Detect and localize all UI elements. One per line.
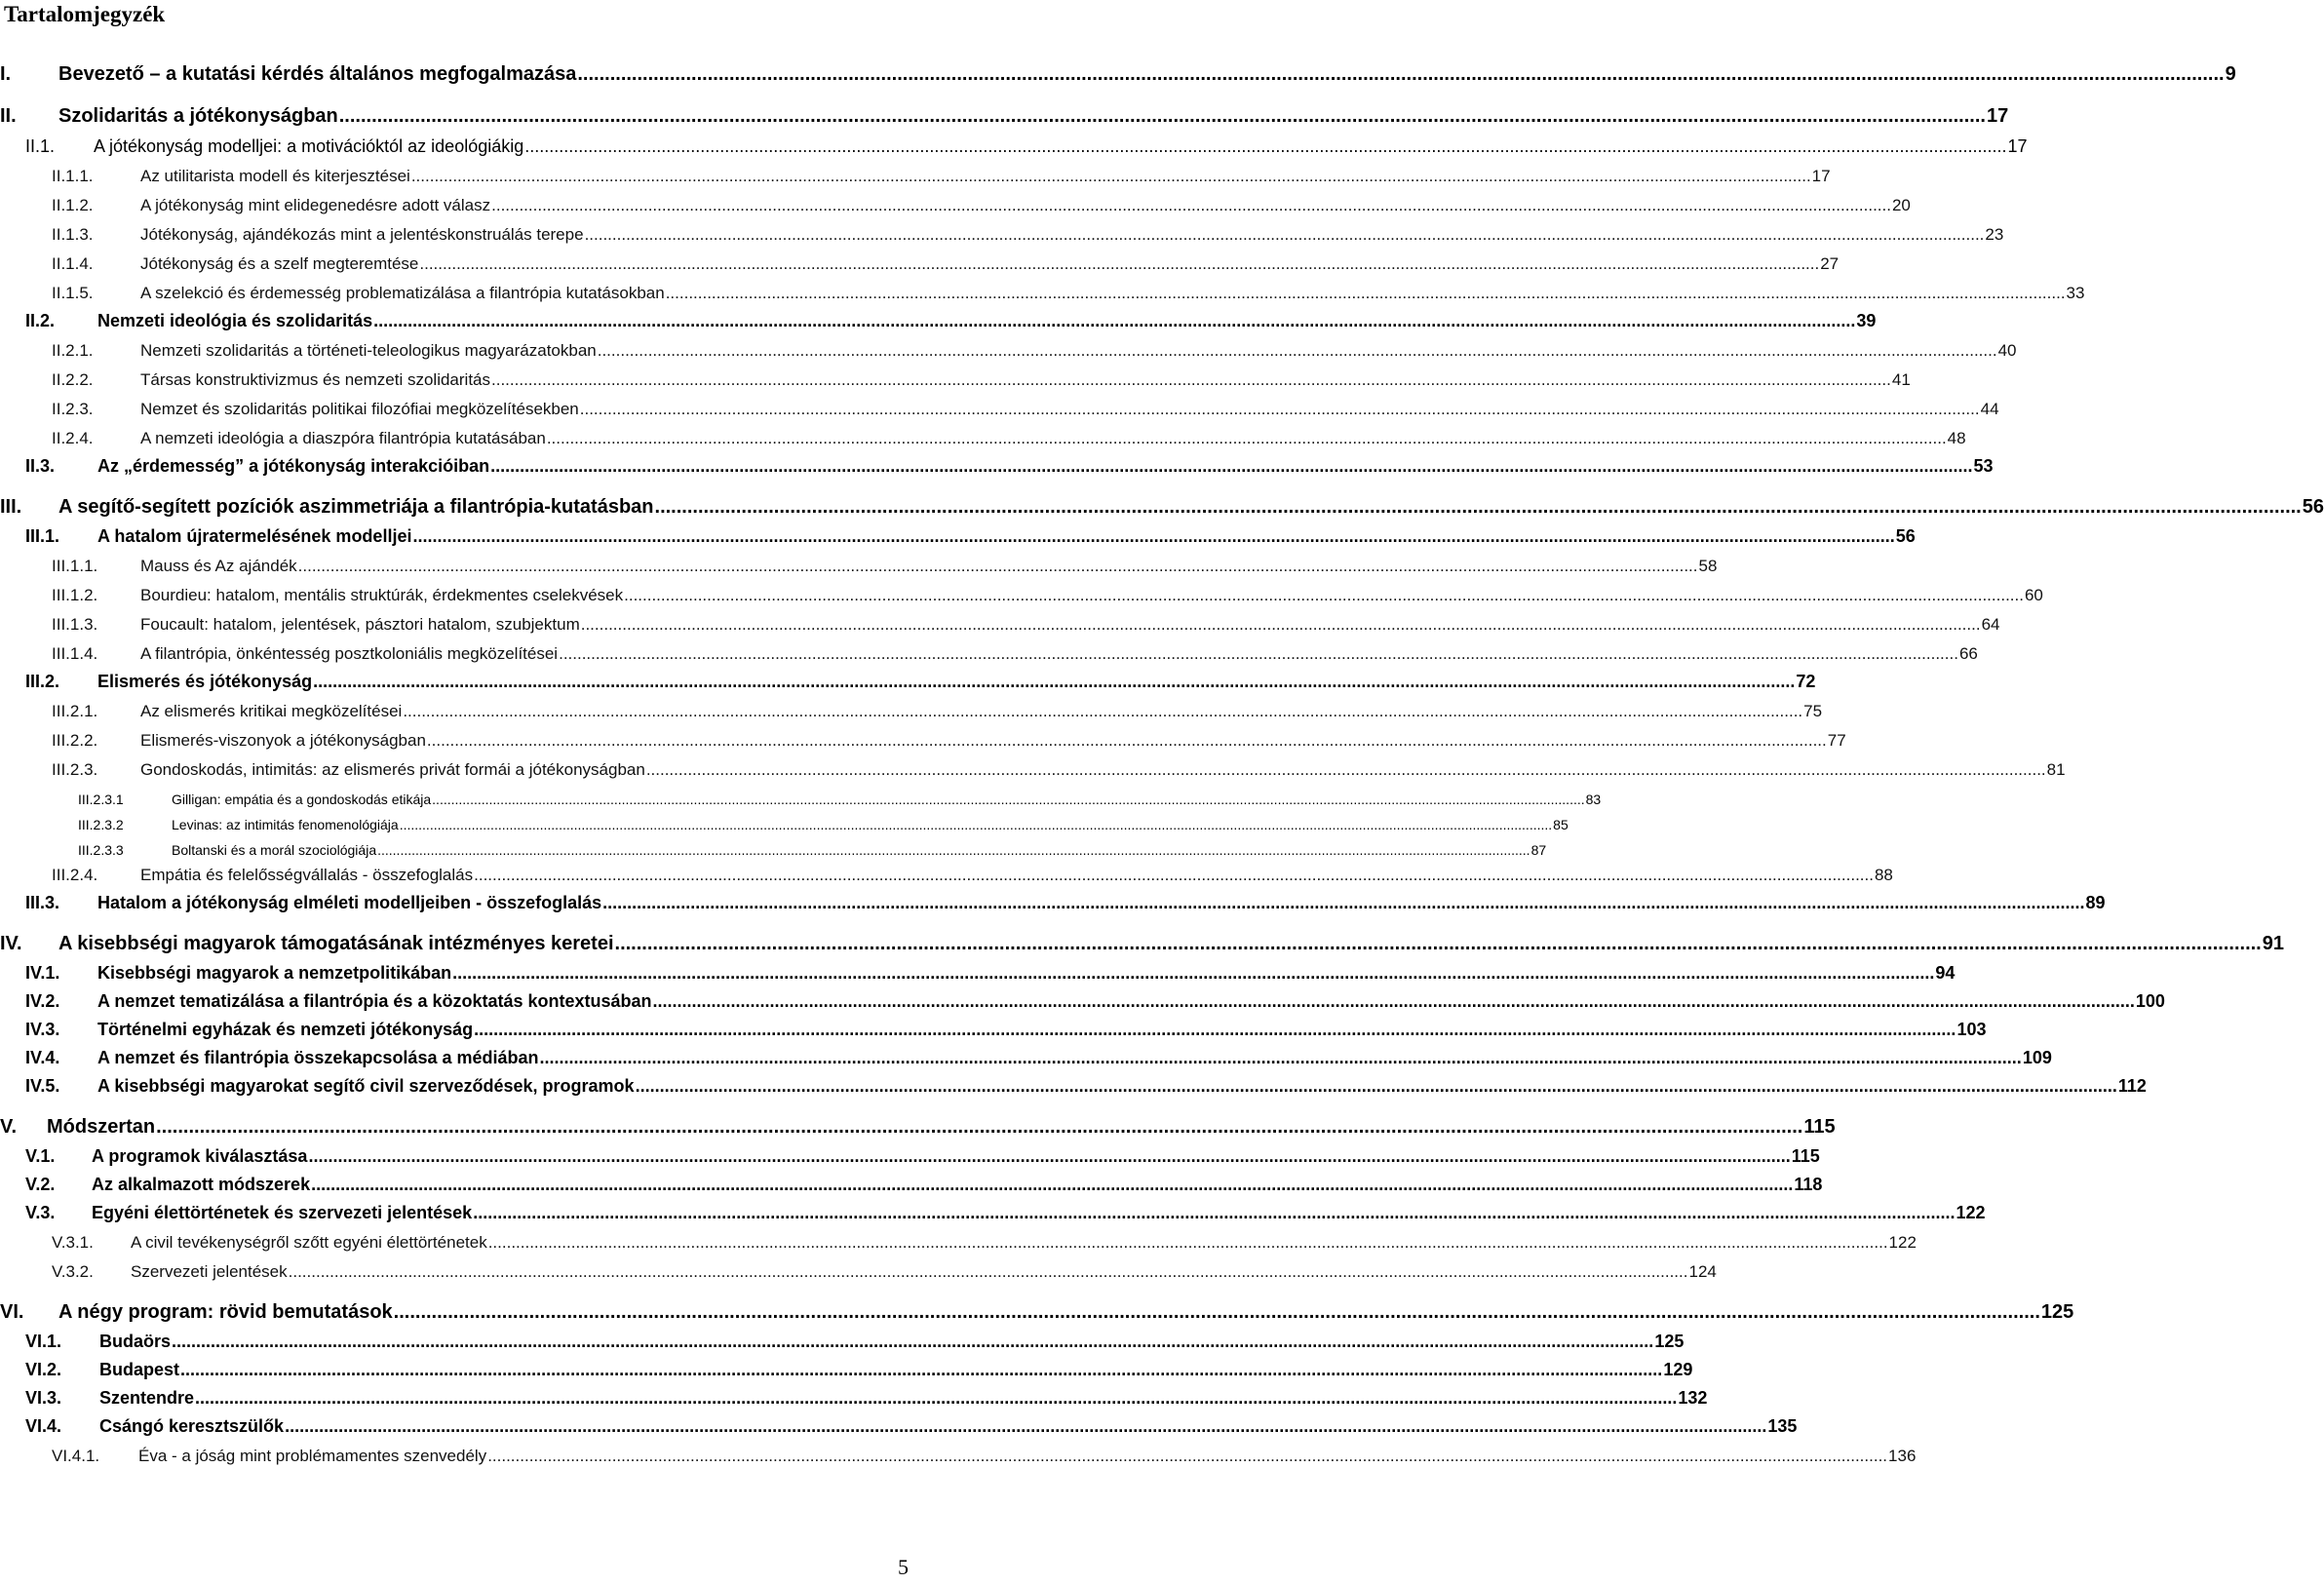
toc-title: A civil tevékenységről szőtt egyéni élettörténetek	[131, 1233, 487, 1252]
toc-leader	[411, 526, 1895, 547]
toc-entry[interactable]	[0, 1379, 1708, 1409]
toc-page: 103	[1956, 1020, 1987, 1039]
toc-title: A nemzeti ideológia a diaszpóra filantrópia kutatásában	[140, 429, 546, 447]
toc-page: 88	[1874, 866, 1893, 884]
toc-number: II.2.	[25, 311, 56, 330]
toc-page: 115	[1791, 1146, 1820, 1166]
toc-title: A segítő-segített pozíciók aszimmetriája a filantrópia-kutatásban	[58, 496, 654, 518]
toc-page: 58	[1698, 557, 1718, 575]
toc-leader	[489, 456, 1973, 477]
toc-leader	[194, 1388, 1678, 1409]
toc-page: 39	[1856, 311, 1877, 330]
toc-title: Történelmi egyházak és nemzeti jótékonyság	[97, 1020, 474, 1039]
toc-leader	[614, 933, 2263, 955]
toc-page: 91	[2262, 933, 2284, 954]
toc-title: Mauss és Az ajándék	[140, 557, 297, 575]
toc-page: 77	[1827, 731, 1846, 750]
toc-page: 125	[2040, 1301, 2074, 1323]
toc-number: IV.	[0, 933, 22, 954]
toc-entry[interactable]	[0, 635, 1978, 664]
toc-entry[interactable]	[0, 856, 1893, 885]
toc-number: II.2.2.	[52, 370, 94, 389]
toc-title: Bevezető – a kutatási kérdés általános megfogalmazása	[58, 63, 577, 85]
toc-title: Szentendre	[99, 1388, 195, 1408]
toc-number: IV.1.	[25, 963, 60, 983]
toc-number: V.2.	[25, 1175, 56, 1194]
toc-page: 66	[1958, 644, 1978, 663]
toc-page: 72	[1796, 672, 1816, 691]
toc-entry[interactable]	[0, 1437, 1917, 1466]
toc-page: 64	[1981, 615, 2000, 634]
toc-page: 115	[1803, 1116, 1836, 1138]
toc-leader	[558, 644, 1959, 664]
toc-entry[interactable]	[0, 1194, 1986, 1223]
toc-entry[interactable]	[0, 302, 1877, 331]
toc-page: 136	[1888, 1447, 1917, 1465]
toc-number: III.2.1.	[52, 702, 98, 720]
toc-title: Az utilitarista modell és kiterjesztései	[140, 167, 410, 185]
toc-page: 112	[2117, 1076, 2147, 1096]
toc-title: Nemzeti ideológia és szolidaritás	[97, 311, 373, 330]
toc-title: A programok kiválasztása	[92, 1146, 308, 1166]
toc-number: VI.1.	[25, 1332, 62, 1351]
toc-page: 135	[1767, 1416, 1798, 1436]
toc-title: Az alkalmazott módszerek	[92, 1175, 311, 1194]
toc-number: II.	[0, 105, 17, 127]
toc-title: A hatalom újratermelésének modelljei	[97, 526, 412, 546]
toc-number: III.	[0, 496, 22, 518]
toc-entry[interactable]	[0, 721, 1846, 751]
toc-title: Egyéni élettörténetek és szervezeti jelentések	[92, 1203, 473, 1222]
toc-leader	[473, 866, 1875, 885]
toc-entry[interactable]	[0, 128, 2028, 157]
toc-entry[interactable]	[0, 1109, 1836, 1139]
toc-number: I.	[0, 63, 12, 85]
toc-leader	[635, 1076, 2118, 1097]
toc-number: II.2.3.	[52, 400, 94, 418]
toc-entry[interactable]	[0, 884, 2106, 913]
toc-title: Az „érdemesség” a jótékonyság interakcióiban	[97, 456, 490, 476]
toc-title: Gondoskodás, intimitás: az elismerés privát formái a jótékonyságban	[140, 760, 645, 779]
toc-page: 122	[1888, 1233, 1917, 1252]
toc-title: Budaörs	[99, 1332, 172, 1351]
toc-entry[interactable]	[0, 245, 1840, 274]
toc-number: V.1.	[25, 1146, 56, 1166]
toc-title: Budapest	[99, 1360, 180, 1379]
toc-title: Nemzet és szolidaritás politikai filozófiai megközelítésekben	[140, 400, 579, 418]
toc-title: Módszertan	[47, 1116, 156, 1138]
toc-leader	[576, 63, 2225, 86]
toc-page: 85	[1553, 817, 1569, 832]
toc-title: Gilligan: empátia és a gondoskodás etikája	[172, 792, 432, 807]
toc-number: III.2.3.1	[78, 792, 124, 807]
toc-entry[interactable]	[0, 489, 2324, 519]
toc-leader	[171, 1332, 1654, 1352]
toc-title: Boltanski és a morál szociológiája	[172, 842, 377, 858]
toc-leader	[623, 586, 2025, 605]
toc-entry[interactable]	[0, 57, 2236, 86]
toc-leader	[393, 1301, 2041, 1324]
toc-title: A kisebbségi magyarok támogatásának intézményes keretei	[58, 933, 614, 954]
toc-leader	[645, 760, 2047, 780]
toc-page: 87	[1530, 842, 1547, 858]
toc-leader	[451, 963, 1935, 984]
toc-entry[interactable]	[0, 1351, 1693, 1380]
toc-leader	[546, 429, 1948, 448]
toc-title: Az elismerés kritikai megközelítései	[140, 702, 403, 720]
toc-page: 109	[2022, 1048, 2052, 1067]
toc-leader	[580, 615, 1982, 635]
toc-leader	[490, 196, 1892, 215]
toc-title: Hatalom a jótékonyság elméleti modelljeiben - összefoglalás	[97, 893, 602, 912]
toc-number: V.	[0, 1116, 18, 1138]
toc-leader	[338, 105, 1987, 128]
toc-entry[interactable]	[0, 390, 1999, 419]
page-number: 5	[898, 1555, 909, 1579]
toc-entry[interactable]	[0, 1166, 1823, 1195]
toc-title: Levinas: az intimitás fenomenológiája	[172, 817, 399, 832]
toc-title: A jótékonyság mint elidegenedésre adott válasz	[140, 196, 491, 214]
toc-entry[interactable]	[0, 1067, 2147, 1097]
toc-leader	[486, 1447, 1888, 1466]
toc-title: Csángó keresztszülők	[99, 1416, 285, 1436]
toc-leader	[418, 254, 1820, 274]
toc-page: 118	[1794, 1175, 1823, 1194]
toc-leader	[410, 167, 1812, 186]
toc-entry[interactable]	[0, 983, 2165, 1012]
toc-number: III.2.3.3	[78, 842, 124, 858]
toc-entry[interactable]	[0, 692, 1823, 721]
toc-number: III.3.	[25, 893, 60, 912]
toc-title: A kisebbségi magyarokat segítő civil szerveződések, programok	[97, 1076, 635, 1096]
toc-leader	[472, 1203, 1956, 1223]
toc-entry[interactable]	[0, 98, 2009, 128]
toc-number: II.1.1.	[52, 167, 94, 185]
toc-number: II.1.3.	[52, 225, 94, 244]
toc-title: A szelekció és érdemesség problematizálása a filantrópia kutatásokban	[140, 284, 665, 302]
toc-leader	[312, 672, 1796, 692]
toc-number: II.2.4.	[52, 429, 94, 447]
toc-leader	[310, 1175, 1794, 1195]
toc-entry[interactable]	[0, 605, 2000, 635]
toc-title: A nemzet és filantrópia összekapcsolása a médiában	[97, 1048, 539, 1067]
toc-number: VI.4.1.	[52, 1447, 100, 1465]
toc-page: 56	[2302, 496, 2324, 518]
toc-title: Jótékonyság, ajándékozás mint a jelentéskonstruálás terepe	[140, 225, 584, 244]
toc-title: Empátia és felelősségvállalás - összefoglalás	[140, 866, 474, 884]
toc-entry[interactable]	[0, 419, 1966, 448]
toc-number: III.1.2.	[52, 586, 98, 604]
toc-page: 40	[1997, 341, 2017, 360]
toc-page: 53	[1973, 456, 1994, 476]
toc-number: VI.4.	[25, 1416, 62, 1436]
toc-page: 41	[1891, 370, 1911, 389]
toc-entry[interactable]	[0, 331, 2017, 361]
toc-title: A nemzet tematizálása a filantrópia és a közoktatás kontextusában	[97, 991, 652, 1011]
toc-number: VI.3.	[25, 1388, 62, 1408]
toc-number: III.2.3.2	[78, 817, 124, 832]
toc-title: Szervezeti jelentések	[131, 1262, 288, 1281]
toc-leader	[654, 496, 2303, 519]
toc-number: II.1.5.	[52, 284, 94, 302]
toc-title: Éva - a jóság mint problémamentes szenvedély	[138, 1447, 487, 1465]
toc-entry[interactable]	[0, 215, 2004, 245]
toc-title: Foucault: hatalom, jelentések, pásztori hatalom, szubjektum	[140, 615, 580, 634]
toc-entry[interactable]	[0, 954, 1956, 984]
toc-page: 81	[2046, 760, 2066, 779]
toc-leader	[288, 1262, 1689, 1282]
toc-page: 83	[1585, 792, 1602, 807]
toc-page: 122	[1956, 1203, 1986, 1222]
toc-leader	[584, 225, 1986, 245]
toc-page: 129	[1663, 1360, 1693, 1379]
toc-number: V.3.1.	[52, 1233, 94, 1252]
toc-leader	[179, 1360, 1663, 1380]
toc-page: 100	[2135, 991, 2165, 1011]
toc-leader	[284, 1416, 1767, 1437]
toc-number: III.1.	[25, 526, 60, 546]
toc-leader	[426, 731, 1828, 751]
toc-leader	[372, 311, 1856, 331]
toc-leader	[307, 1146, 1791, 1167]
page-title: Tartalomjegyzék	[4, 2, 166, 26]
toc-leader	[579, 400, 1981, 419]
toc-page: 89	[2085, 893, 2106, 912]
toc-page: 23	[1985, 225, 2004, 244]
toc-leader	[487, 1233, 1889, 1253]
toc-number: IV.3.	[25, 1020, 60, 1039]
toc-entry[interactable]	[0, 926, 2284, 955]
toc-entry[interactable]	[0, 157, 1831, 186]
toc-number: II.2.1.	[52, 341, 94, 360]
toc-entry[interactable]	[0, 1294, 2074, 1324]
toc-leader	[665, 284, 2067, 303]
toc-leader	[523, 136, 2007, 157]
toc-entry[interactable]	[0, 1223, 1917, 1253]
toc-number: IV.2.	[25, 991, 60, 1011]
toc-number: II.1.	[25, 136, 56, 156]
toc-entry[interactable]	[0, 1253, 1717, 1282]
toc-number: VI.2.	[25, 1360, 62, 1379]
toc-number: V.3.	[25, 1203, 56, 1222]
toc-entry[interactable]	[0, 663, 1816, 692]
toc-title: Bourdieu: hatalom, mentális struktúrák, érdekmentes cselekvések	[140, 586, 624, 604]
toc-number: IV.4.	[25, 1048, 60, 1067]
toc-leader	[652, 991, 2136, 1012]
toc-leader	[297, 557, 1699, 576]
toc-page: 56	[1895, 526, 1916, 546]
toc-title: Társas konstruktivizmus és nemzeti szolidaritás	[140, 370, 491, 389]
toc-entry[interactable]	[0, 829, 1547, 858]
toc-number: III.2.2.	[52, 731, 98, 750]
toc-number: III.2.	[25, 672, 60, 691]
toc-title: Elismerés-viszonyok a jótékonyságban	[140, 731, 426, 750]
toc-number: III.2.4.	[52, 866, 98, 884]
toc-leader	[473, 1020, 1956, 1040]
toc-leader	[597, 341, 1998, 361]
toc-leader	[490, 370, 1892, 390]
toc-number: IV.5.	[25, 1076, 60, 1096]
toc-number: III.1.3.	[52, 615, 98, 634]
toc-number: V.3.2.	[52, 1262, 94, 1281]
toc-entry[interactable]	[0, 576, 2043, 605]
toc-page: 20	[1891, 196, 1911, 214]
toc-page: 48	[1947, 429, 1966, 447]
toc-title: Nemzeti szolidaritás a történeti-teleologikus magyarázatokban	[140, 341, 597, 360]
toc-title: Szolidaritás a jótékonyságban	[58, 105, 338, 127]
toc-leader	[402, 702, 1803, 721]
toc-page: 125	[1654, 1332, 1685, 1351]
toc-page: 132	[1678, 1388, 1708, 1408]
toc-entry[interactable]	[0, 547, 1718, 576]
toc-entry[interactable]	[0, 1138, 1820, 1167]
toc-leader	[601, 893, 2085, 913]
toc-page: 9	[2225, 63, 2236, 85]
toc-page: 17	[1986, 105, 2009, 127]
toc-entry[interactable]	[0, 518, 1916, 547]
toc-page: 124	[1688, 1262, 1717, 1281]
toc-title: A jótékonyság modelljei: a motivációktól az ideológiákig	[94, 136, 524, 156]
toc-number: II.1.4.	[52, 254, 94, 273]
toc-page: 33	[2066, 284, 2085, 302]
toc-entry[interactable]	[0, 274, 2085, 303]
toc-title: A négy program: rövid bemutatások	[58, 1301, 393, 1323]
toc-entry[interactable]	[0, 1011, 1987, 1040]
toc-title: Jótékonyság és a szelf megteremtése	[140, 254, 419, 273]
toc-entry[interactable]	[0, 1323, 1685, 1352]
toc-entry[interactable]	[0, 1408, 1798, 1437]
toc-title: A filantrópia, önkéntesség posztkoloniális megközelítései	[140, 644, 559, 663]
toc-entry[interactable]	[0, 186, 1911, 215]
toc-page: 94	[1935, 963, 1956, 983]
toc-page: 17	[2007, 136, 2028, 156]
toc-number: II.1.2.	[52, 196, 94, 214]
toc-entry[interactable]	[0, 361, 1911, 390]
toc-number: III.1.4.	[52, 644, 98, 663]
toc-page: 75	[1803, 702, 1823, 720]
toc-leader	[539, 1048, 2023, 1068]
toc-title: Kisebbségi magyarok a nemzetpolitikában	[97, 963, 452, 983]
toc-number: III.1.1.	[52, 557, 98, 575]
toc-entry[interactable]	[0, 1039, 2052, 1068]
toc-entry[interactable]	[0, 751, 2066, 780]
toc-leader	[155, 1116, 1803, 1139]
toc-page: 17	[1811, 167, 1831, 185]
toc-number: II.3.	[25, 456, 56, 476]
toc-page: 44	[1980, 400, 1999, 418]
toc-page: 27	[1820, 254, 1840, 273]
toc-title: Elismerés és jótékonyság	[97, 672, 313, 691]
toc-page: 60	[2024, 586, 2043, 604]
toc-number: VI.	[0, 1301, 24, 1323]
toc-entry[interactable]	[0, 447, 1994, 477]
toc-number: III.2.3.	[52, 760, 98, 779]
